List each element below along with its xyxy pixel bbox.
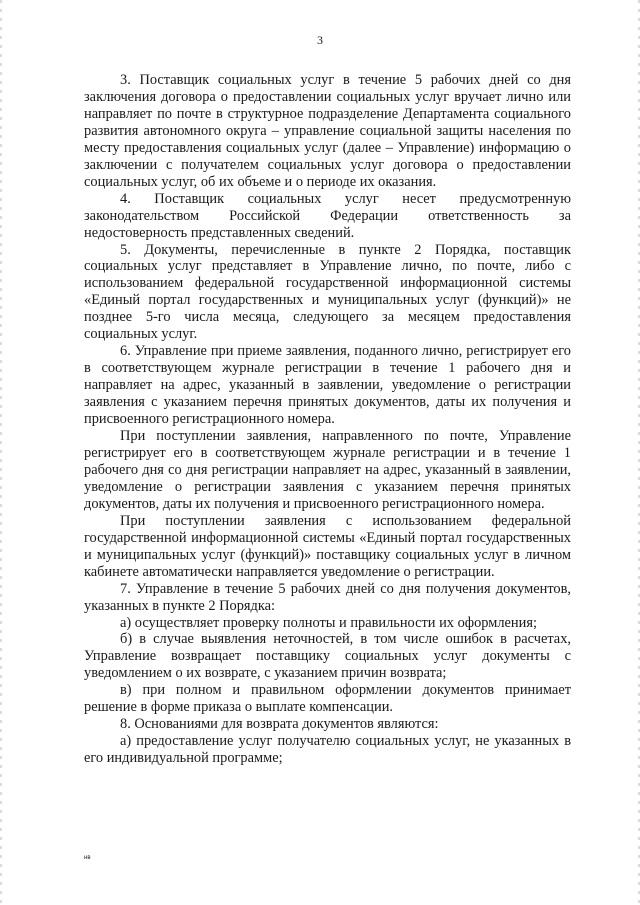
paragraph-7c: в) при полном и правильном оформлении документов принимает решение в форме приказа о выплате компенсации. (84, 682, 571, 716)
paragraph-7b: б) в случае выявления неточностей, в том числе ошибок в расчетах, Управление возвращает поставщику социальных услуг документы с уведомлением о их возврате, с указанием причин возврата; (84, 631, 571, 682)
paragraph-8a: а) предоставление услуг получателю социальных услуг, не указанных в его индивидуальной программе; (84, 733, 571, 767)
paragraph-4: 4. Поставщик социальных услуг несет предусмотренную законодательством Российской Федерации ответственность за недостоверность представленных сведений. (84, 190, 571, 241)
paragraph-6-portal: При поступлении заявления с использованием федеральной государственной информационной системы «Единый портал государственных и муниципальных услуг (функций)» поставщику социальных услуг в личном кабинете автоматически направляется уведомление о регистрации. (84, 512, 571, 580)
document-body (84, 72, 571, 767)
paragraph-7a: а) осуществляет проверку полноты и правильности их оформления; (120, 614, 537, 631)
footer-code: нв (84, 855, 91, 861)
paragraph-3: 3. Поставщик социальных услуг в течение 5 рабочих дней со дня заключения договора о предоставлении социальных услуг вручает лично или направляет по почте в структурное подразделение Департамента социального развития автономного округа – управление социальной защиты населения по месту предоставления социальных услуг (далее – Управление) информацию о заключении с получателем социальных услуг договора о предоставлении социальных услуг, об их объеме и о периоде их оказания. (84, 72, 571, 190)
paragraph-5: 5. Документы, перечисленные в пункте 2 Порядка, поставщик социальных услуг представляет в Управление лично, по почте, либо с использованием федеральной государственной информационной системы «Единый портал государственных и муниципальных услуг (функций)» не позднее 5-го числа месяца, следующего за месяцем предоставления социальных услуг. (84, 241, 571, 343)
page-number: 3 (317, 33, 323, 47)
paragraph-7: 7. Управление в течение 5 рабочих дней со дня получения документов, указанных в пункте 2 Порядка: (84, 580, 571, 614)
paragraph-8: 8. Основаниями для возврата документов являются: (120, 716, 439, 733)
paragraph-6-mail: При поступлении заявления, направленного по почте, Управление регистрирует его в соответствующем журнале регистрации и в течение 1 рабочего дня со дня регистрации направляет на адрес, указанный в заявлении, уведомление о регистрации заявления с указанием перечня принятых документов, даты их получения и присвоенного регистрационного номера. (84, 428, 571, 512)
paragraph-6: 6. Управление при приеме заявления, поданного лично, регистрирует его в соответствующем журнале регистрации в течение 1 рабочего дня и направляет на адрес, указанный в заявлении, уведомление о регистрации заявления с указанием перечня принятых документов, даты их получения и присвоенного регистрационного номера. (84, 343, 571, 428)
scan-edge-left (0, 0, 2, 905)
